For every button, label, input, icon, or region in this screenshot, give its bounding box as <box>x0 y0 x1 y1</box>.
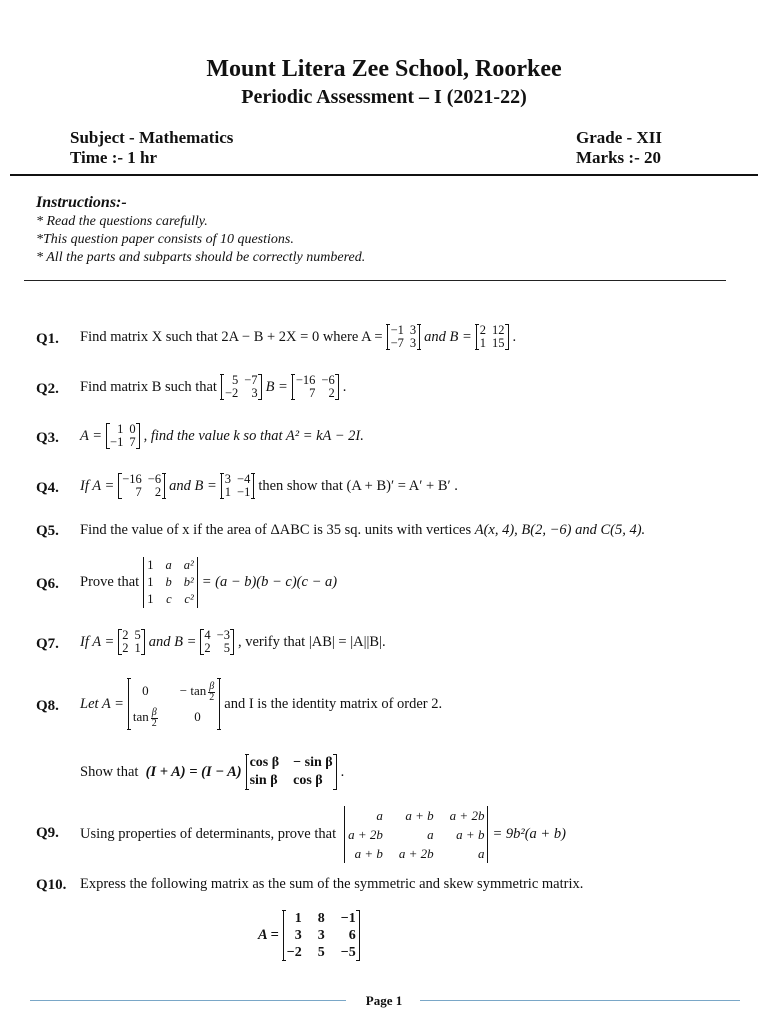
page-number: Page 1 <box>365 993 403 1008</box>
matrix-cell: −3 <box>216 628 230 642</box>
question-10-matrix <box>258 910 364 961</box>
question-text: , verify that |AB| = |A||B|. <box>237 633 386 650</box>
matrix-a <box>118 629 145 655</box>
matrix-cell: a + b <box>456 827 485 842</box>
question-5 <box>80 522 645 539</box>
matrix-cell <box>133 704 158 730</box>
matrix-cell: 1 <box>294 911 302 926</box>
matrix-cell: −6 <box>321 373 335 387</box>
matrix-cell: 15 <box>492 336 505 350</box>
matrix-cell: c <box>166 592 172 606</box>
question-number: Q5. <box>36 523 59 539</box>
instruction-item: * All the parts and subparts should be correctly numbered. <box>36 250 366 265</box>
question-1: Find matrix X such that 2A − B + 2X = 0 where A = −1 3 −7 3 and B = 2 12 1 15 . <box>80 323 517 350</box>
lead-text: A = <box>80 427 103 444</box>
half-beta <box>208 682 215 703</box>
instructions-title: Instructions:- <box>36 194 127 211</box>
matrix-rotation <box>246 754 337 790</box>
assessment-title: Periodic Assessment – I (2021-22) <box>241 86 527 108</box>
matrix-b <box>476 324 509 350</box>
question-4 <box>80 473 458 499</box>
question-number: Q2. <box>36 381 59 397</box>
question-text: , find the value k so that A² = kA − 2I. <box>143 427 364 444</box>
instruction-item: *This question paper consists of 10 questions. <box>36 232 294 247</box>
question-number: Q7. <box>36 636 59 652</box>
fraction-numerator: β <box>151 706 157 718</box>
matrix-cell: 1 <box>479 336 487 350</box>
lead-text: If A = <box>80 477 115 494</box>
matrix-cell: 1 <box>147 575 154 589</box>
matrix-cell: a <box>376 808 383 823</box>
matrix-cell: b <box>165 575 172 589</box>
grade-label: Grade - XII <box>576 128 662 147</box>
matrix-cell: 6 <box>348 928 356 943</box>
matrix-cell: 3 <box>409 336 417 350</box>
matrix-cell: a + b <box>354 846 383 861</box>
matrix-cell: a + 2b <box>398 846 434 861</box>
connector-text: and B = <box>148 633 197 650</box>
marks-label: Marks :- 20 <box>576 148 661 167</box>
equation-middle: B = <box>265 378 288 395</box>
matrix-a <box>387 324 421 350</box>
matrix-cell: 3 <box>251 386 258 400</box>
question-number: Q9. <box>36 825 59 841</box>
fraction-denominator: 2 <box>209 691 215 703</box>
time-label: Time :- 1 hr <box>70 148 158 167</box>
matrix-cell: 2 <box>154 485 162 499</box>
rhs-text: = 9b²(a + b) <box>492 826 566 842</box>
question-number: Q4. <box>36 480 59 496</box>
question-2: Find matrix B such that 5 −7 −2 3 B = −16 −6 7 2 . <box>80 373 347 400</box>
matrix-a <box>106 423 140 449</box>
matrix-cell: 3 <box>294 928 302 943</box>
matrix-cell: −2 <box>286 945 302 960</box>
matrix-cell: 5 <box>317 945 325 960</box>
matrix-m <box>221 374 262 400</box>
matrix-cell: cos β <box>249 755 280 770</box>
matrix-cell: 5 <box>232 373 239 387</box>
fraction-numerator: β <box>209 680 215 692</box>
question-8-show: Show that (I + A) = (I − A) cos β − sin β sin β cos β . <box>80 755 345 788</box>
matrix-cell: 3 <box>224 472 232 486</box>
matrix-cell: −7 <box>390 336 404 350</box>
matrix-cell: 7 <box>135 485 142 499</box>
matrix-cell <box>180 678 215 704</box>
matrix-cell: −1 <box>237 485 251 499</box>
matrix-cell: 3 <box>409 323 417 337</box>
matrix-cell: 1 <box>224 485 232 499</box>
matrix-cell: a <box>165 558 172 572</box>
matrix-cell: a + 2b <box>348 827 383 842</box>
matrix-cell: −16 <box>295 373 316 387</box>
question-number: Q3. <box>36 430 59 446</box>
question-text: then show that (A + B)′ = A′ + B′ . <box>258 477 458 494</box>
matrix-a <box>283 910 360 961</box>
question-text: and I is the identity matrix of order 2. <box>224 695 443 712</box>
matrix-cell: a <box>477 846 485 861</box>
connector-text: and B = <box>169 477 217 494</box>
matrix-cell: 5 <box>134 628 141 642</box>
instruction-item: * Read the questions carefully. <box>36 214 208 229</box>
question-number: Q10. <box>36 877 67 893</box>
matrix-cell: 3 <box>317 928 325 943</box>
matrix-cell: −6 <box>147 472 162 486</box>
matrix-cell: −4 <box>237 472 251 486</box>
determinant <box>143 557 198 608</box>
lead-text: If A = <box>80 633 115 650</box>
half-beta <box>151 708 158 729</box>
question-number: Q6. <box>36 576 59 592</box>
matrix-cell: 1 <box>147 592 154 606</box>
vertices-text: A(x, 4), B(2, −6) and C(5, 4). <box>474 522 646 538</box>
matrix-cell: a² <box>183 558 194 572</box>
matrix-cell: 8 <box>317 911 325 926</box>
matrix-cell: 0 <box>194 709 201 724</box>
instructions-divider <box>24 280 726 281</box>
matrix-cell: 0 <box>142 683 149 698</box>
matrix-cell: 7 <box>309 386 316 400</box>
question-10 <box>80 876 583 893</box>
matrix-cell: −2 <box>224 386 239 400</box>
matrix-cell: 5 <box>223 641 230 655</box>
subject-label: Subject - Mathematics <box>70 128 234 147</box>
matrix-cell: 1 <box>147 558 154 572</box>
matrix-cell: cos β <box>293 773 323 788</box>
question-9 <box>80 806 566 863</box>
question-text: Express the following matrix as the sum of the symmetric and skew symmetric matrix. <box>80 876 584 892</box>
question-text: Find the value of x if the area of ΔABC is 35 sq. units with vertices <box>80 522 472 538</box>
matrix-cell: a + b <box>405 808 434 823</box>
show-text: Show that <box>80 763 139 780</box>
question-number: Q1. <box>36 331 59 347</box>
matrix-cell: 1 <box>134 641 141 655</box>
question-text: Using properties of determinants, prove that <box>80 826 337 842</box>
matrix-cell: a <box>427 827 434 842</box>
matrix-cell: 7 <box>129 435 136 449</box>
fraction-denominator: 2 <box>151 717 157 729</box>
question-8 <box>80 678 442 730</box>
matrix-cell: 2 <box>122 628 129 642</box>
header-divider <box>10 174 758 176</box>
rhs-text: = (a − b)(b − c)(c − a) <box>201 574 338 590</box>
matrix-cell: −1 <box>110 435 124 449</box>
matrix-cell: 2 <box>328 386 335 400</box>
tan-text: tan <box>132 709 149 724</box>
matrix-cell: − sin β <box>293 755 333 770</box>
matrix-cell: b² <box>183 575 194 589</box>
lead-text: Let A = <box>80 695 124 712</box>
matrix-cell: 12 <box>492 323 505 337</box>
school-name: Mount Litera Zee School, Roorkee <box>206 56 562 82</box>
matrix-cell: 1 <box>117 422 124 436</box>
question-text: Find matrix X such that 2A − B + 2X = 0 where A = <box>80 328 383 345</box>
matrix-cell: sin β <box>249 773 278 788</box>
matrix-cell: a + 2b <box>449 808 485 823</box>
lead-text: A = <box>258 927 279 943</box>
equation-text: (I + A) = (I − A) <box>145 763 242 780</box>
question-7 <box>80 629 386 655</box>
matrix-cell: −1 <box>340 911 356 926</box>
determinant <box>344 806 488 863</box>
matrix-r <box>292 374 339 400</box>
question-number: Q8. <box>36 698 59 714</box>
matrix-cell: −7 <box>244 373 258 387</box>
matrix-cell: 0 <box>129 422 136 436</box>
matrix-cell: c² <box>184 592 194 606</box>
matrix-cell: 2 <box>122 641 129 655</box>
matrix-a <box>128 678 220 730</box>
matrix-b <box>221 473 255 499</box>
question-3 <box>80 423 364 449</box>
matrix-cell: −16 <box>122 472 142 486</box>
matrix-b <box>200 629 234 655</box>
tan-text: − tan <box>179 683 207 698</box>
lead-text: Prove that <box>80 574 140 590</box>
matrix-cell: 2 <box>204 641 211 655</box>
matrix-cell: 2 <box>479 323 487 337</box>
connector-text: and B = <box>424 328 472 345</box>
question-6 <box>80 557 337 608</box>
matrix-cell: 4 <box>204 628 211 642</box>
matrix-a <box>118 473 165 499</box>
question-text: Find matrix B such that <box>80 378 217 395</box>
matrix-cell: −1 <box>390 323 404 337</box>
matrix-cell: −5 <box>340 945 356 960</box>
